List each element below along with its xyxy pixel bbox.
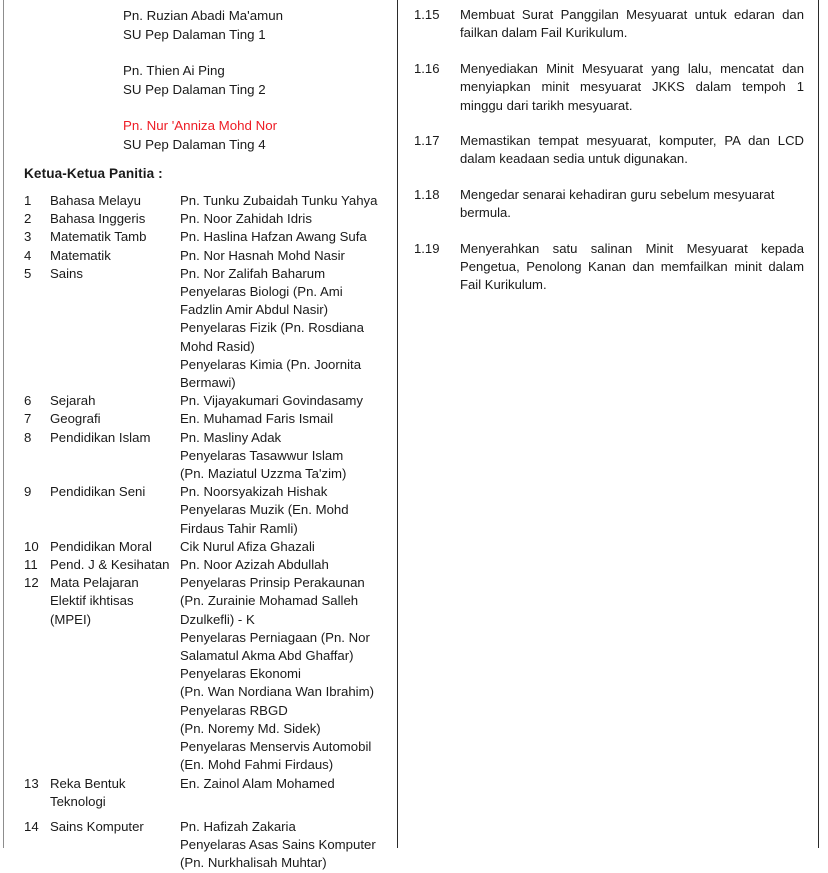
panitia-number: 5	[24, 265, 32, 281]
panitia-head-line: Penyelaras Perniagaan (Pn. Nor	[180, 629, 370, 645]
table-row	[24, 228, 395, 246]
panitia-head-teacher	[180, 574, 395, 774]
clause-item	[414, 132, 804, 169]
clause-item	[414, 60, 804, 115]
table-row	[24, 483, 395, 538]
panitia-head-line: Pn. Noor Azizah Abdullah	[180, 557, 329, 573]
panitia-subject-line: Bahasa Melayu	[50, 193, 141, 208]
panitia-head-teacher	[180, 811, 395, 873]
table-row	[24, 429, 395, 484]
panitia-subject	[50, 392, 180, 410]
clause-number: 1.19	[414, 240, 440, 256]
table-row	[24, 247, 395, 265]
panitia-number: 10	[24, 538, 39, 554]
panitia-subject	[50, 483, 180, 538]
panitia-subject	[50, 574, 180, 774]
panitia-subject	[50, 775, 180, 811]
officer-entry	[16, 7, 387, 44]
panitia-subject-line: Geografi	[50, 411, 101, 427]
panitia-subject-line: Matematik Tamb	[50, 229, 147, 245]
panitia-head-line: (Pn. Wan Nordiana Wan Ibrahim)	[180, 684, 374, 700]
panitia-number: 4	[24, 247, 32, 263]
panitia-subject	[50, 538, 180, 556]
panitia-head-teacher	[180, 392, 395, 410]
panitia-head-line: Pn. Nor Hasnah Mohd Nasir	[180, 247, 345, 263]
panitia-subject	[50, 210, 180, 228]
panitia-number: 1	[24, 193, 32, 208]
table-row	[24, 775, 395, 811]
panitia-head-line: Salamatul Akma Abd Ghaffar)	[180, 648, 354, 664]
table-row	[24, 265, 395, 392]
panitia-head-line: Pn. Noor Zahidah Idris	[180, 211, 312, 227]
panitia-head-teacher	[180, 265, 395, 392]
panitia-subject-line: Bahasa Inggeris	[50, 211, 146, 227]
table-row	[24, 392, 395, 410]
panitia-head-teacher	[180, 247, 395, 265]
clause-text: Membuat Surat Panggilan Mesyuarat untuk edaran dan failkan dalam Fail Kurikulum.	[460, 7, 804, 41]
clause-item	[414, 6, 804, 43]
panitia-subject-line: Mata Pelajaran	[50, 575, 139, 591]
panitia-head-line: Mohd Rasid)	[180, 338, 255, 354]
clause-number: 1.17	[414, 133, 440, 149]
panitia-number: 12	[24, 575, 39, 591]
panitia-head-line: (Pn. Maziatul Uzzma Ta'zim)	[180, 466, 347, 482]
panitia-head-teacher	[180, 228, 395, 246]
panitia-head-line: Penyelaras Asas Sains Komputer	[180, 837, 376, 853]
panitia-subject-line: Pend. J & Kesihatan	[50, 557, 170, 573]
panitia-head-line: En. Muhamad Faris Ismail	[180, 411, 334, 427]
panitia-head-line: Pn. Masliny Adak	[180, 429, 282, 445]
panitia-head-line: Penyelaras Fizik (Pn. Rosdiana	[180, 320, 364, 336]
panitia-head-teacher	[180, 429, 395, 484]
clause-text: Menyerahkan satu salinan Minit Mesyuarat kepada Pengetua, Penolong Kanan dan memfailkan minit dalam Fail Kurikulum.	[460, 240, 804, 293]
panitia-head-line: Pn. Noorsyakizah Hishak	[180, 484, 328, 500]
table-row	[24, 210, 395, 228]
table-row	[24, 811, 395, 873]
panitia-subject	[50, 265, 180, 392]
panitia-subject-line: Pendidikan Seni	[50, 484, 146, 500]
panitia-subject	[50, 228, 180, 246]
panitia-head-line: Penyelaras Tasawwur Islam	[180, 447, 344, 463]
panitia-head-line: Penyelaras Biologi (Pn. Ami	[180, 284, 343, 300]
panitia-head-line: Pn. Haslina Hafzan Awang Sufa	[180, 229, 367, 245]
panitia-head-line: (En. Mohd Fahmi Firdaus)	[180, 757, 334, 773]
panitia-head-line: Dzulkefli) - K	[180, 611, 255, 627]
clause-text: Menyediakan Minit Mesyuarat yang lalu, mencatat dan menyiapkan minit mesyuarat JKKS dalam tempoh 1 minggu dari tarikh mesyuarat.	[460, 60, 804, 113]
panitia-head-teacher	[180, 410, 395, 428]
panitia-head-line: Penyelaras Kimia (Pn. Joornita	[180, 356, 362, 372]
panitia-subject	[50, 811, 180, 873]
panitia-subject-line: Pendidikan Moral	[50, 538, 152, 554]
table-row	[24, 574, 395, 774]
officer-entry	[16, 117, 387, 154]
clause-text: Mengedar senarai kehadiran guru sebelum mesyuarat bermula.	[460, 186, 775, 221]
section-title-ketua-panitia: Ketua-Ketua Panitia :	[24, 166, 163, 181]
panitia-head-line: (Pn. Nurkhalisah Muhtar)	[180, 855, 327, 871]
panitia-head-line: Pn. Vijayakumari Govindasamy	[180, 393, 363, 409]
panitia-number: 6	[24, 393, 32, 409]
panitia-head-line: Penyelaras Menservis Automobil	[180, 739, 372, 755]
panitia-subject-line: Sains	[50, 265, 83, 281]
panitia-subject	[50, 192, 180, 210]
panitia-number: 2	[24, 211, 32, 227]
panitia-number: 13	[24, 775, 39, 791]
panitia-number: 8	[24, 429, 32, 445]
officer-role: SU Pep Dalaman Ting 1	[123, 26, 266, 42]
panitia-head-line: (Pn. Zurainie Mohamad Salleh	[180, 593, 359, 609]
panitia-number: 9	[24, 484, 32, 500]
panitia-head-line: Penyelaras Muzik (En. Mohd	[180, 502, 349, 518]
panitia-number: 11	[24, 557, 38, 573]
panitia-subject	[50, 429, 180, 484]
clause-text: Memastikan tempat mesyuarat, komputer, PA dan LCD dalam keadaan sedia untuk digunakan.	[460, 133, 804, 167]
panitia-head-line: Fadzlin Amir Abdul Nasir)	[180, 302, 329, 318]
panitia-head-line: Penyelaras Prinsip Perakaunan	[180, 575, 365, 591]
clause-number: 1.16	[414, 60, 440, 76]
panitia-head-line: Cik Nurul Afiza Ghazali	[180, 538, 315, 554]
panitia-head-teacher	[180, 192, 395, 210]
panitia-number: 7	[24, 411, 32, 427]
panitia-subject-line: Pendidikan Islam	[50, 429, 151, 445]
officer-role: SU Pep Dalaman Ting 4	[123, 136, 266, 152]
clause-list	[414, 0, 804, 295]
panitia-head-line: Penyelaras RBGD	[180, 702, 288, 718]
clause-item	[414, 186, 804, 223]
left-column	[4, 0, 397, 873]
panitia-head-line: En. Zainol Alam Mohamed	[180, 775, 335, 791]
officer-name: Pn. Ruzian Abadi Ma'amun	[123, 8, 283, 23]
page-border-right	[818, 0, 819, 848]
panitia-head-line: Bermawi)	[180, 375, 236, 391]
panitia-head-line: Pn. Tunku Zubaidah Tunku Yahya	[180, 193, 378, 208]
panitia-subject-line: Elektif ikhtisas	[50, 593, 134, 609]
panitia-subject	[50, 247, 180, 265]
panitia-head-line: (Pn. Noremy Md. Sidek)	[180, 720, 321, 736]
panitia-subject	[50, 556, 180, 574]
officer-name: Pn. Nur 'Anniza Mohd Nor	[123, 118, 278, 133]
panitia-subject-line: Sejarah	[50, 393, 96, 409]
panitia-head-line: Firdaus Tahir Ramli)	[180, 520, 298, 536]
panitia-head-teacher	[180, 538, 395, 556]
panitia-subject-line: Matematik	[50, 247, 111, 263]
table-row	[24, 410, 395, 428]
table-row	[24, 556, 395, 574]
officer-role: SU Pep Dalaman Ting 2	[123, 81, 266, 97]
table-row	[24, 538, 395, 556]
panitia-head-teacher	[180, 556, 395, 574]
panitia-head-teacher	[180, 483, 395, 538]
panitia-subject-line: Sains Komputer	[50, 818, 144, 834]
panitia-subject	[50, 410, 180, 428]
panitia-head-line: Pn. Nor Zalifah Baharum	[180, 265, 326, 281]
right-column	[398, 0, 818, 312]
clause-number: 1.15	[414, 7, 440, 22]
clause-number: 1.18	[414, 186, 440, 202]
panitia-number: 14	[24, 818, 39, 834]
officer-name: Pn. Thien Ai Ping	[123, 63, 225, 78]
panitia-subject-line: (MPEI)	[50, 611, 92, 627]
panitia-head-line: Penyelaras Ekonomi	[180, 666, 301, 682]
clause-item	[414, 240, 804, 295]
panitia-table	[24, 192, 395, 873]
officer-list	[16, 0, 387, 154]
panitia-head-line: Pn. Hafizah Zakaria	[180, 818, 296, 834]
panitia-number: 3	[24, 229, 32, 245]
panitia-head-teacher	[180, 210, 395, 228]
table-row	[24, 192, 395, 210]
panitia-subject-line: Teknologi	[50, 793, 106, 809]
panitia-head-teacher	[180, 775, 395, 811]
panitia-subject-line: Reka Bentuk	[50, 775, 126, 791]
officer-entry	[16, 62, 387, 99]
